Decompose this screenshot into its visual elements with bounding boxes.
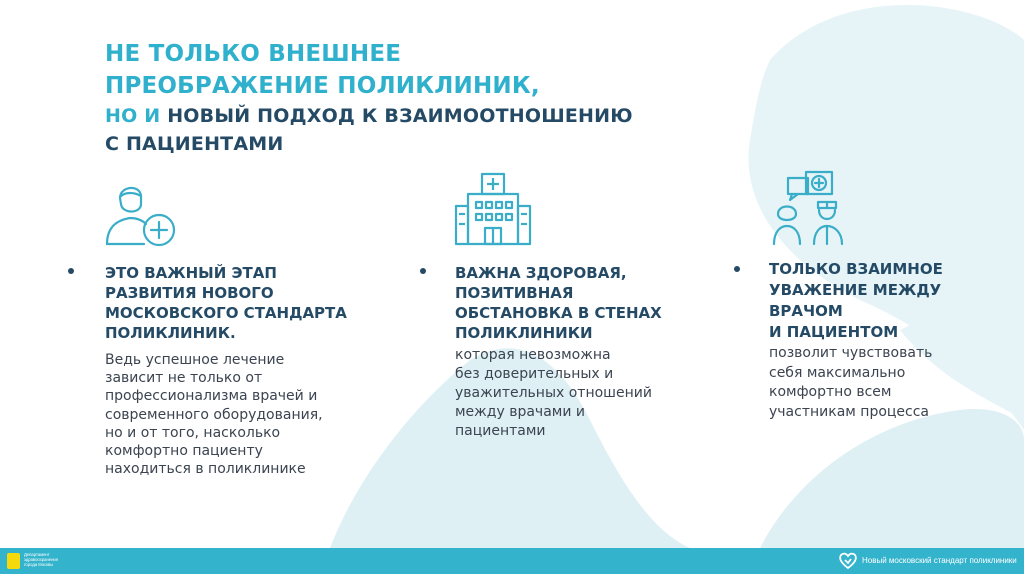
- footer-bar: [0, 548, 1024, 574]
- bullet-3: [734, 266, 740, 272]
- column-1: [105, 263, 405, 478]
- column-2-heading: ВАЖНА ЗДОРОВАЯ, ПОЗИТИВНАЯ ОБСТАНОВКА В СТЕНАХ ПОЛИКЛИНИКИ: [455, 264, 662, 342]
- title-line-1: НЕ ТОЛЬКО ВНЕШНЕЕ: [105, 41, 402, 67]
- hospital-building-icon: [454, 172, 532, 246]
- bottom-right-blob: [760, 409, 1024, 548]
- title-line-3: [105, 102, 633, 130]
- title-line-2: ПРЕОБРАЖЕНИЕ ПОЛИКЛИНИК,: [105, 73, 540, 99]
- title-line-3-rest: НОВЫЙ ПОДХОД К ВЗАИМООТНОШЕНИЮ: [167, 105, 633, 127]
- title-accent: НО И: [105, 105, 161, 127]
- bullet-2: [420, 268, 426, 274]
- heart-logo-icon: [838, 552, 858, 570]
- column-2-body: которая невозможна без доверительных и уважительных отношений между врачами и пациентами: [455, 347, 652, 439]
- doctor-patient-chat-icon: [772, 170, 852, 246]
- column-3-body: позволит чувствовать себя максимально комфортно всем участникам процесса: [769, 345, 933, 420]
- doctor-plus-icon: [104, 178, 178, 250]
- column-3-heading: ТОЛЬКО ВЗАИМНОЕ УВАЖЕНИЕ МЕЖДУ ВРАЧОМ И ПАЦИЕНТОМ: [769, 260, 943, 341]
- moscow-emblem-icon: [7, 553, 20, 569]
- title-line-4: С ПАЦИЕНТАМИ: [105, 133, 284, 155]
- column-3: [769, 259, 1009, 422]
- bullet-1: [68, 268, 74, 274]
- column-1-body: Ведь успешное лечение зависит не только от профессионализма врачей и современного оборудования, но и от того, насколько комфортно пациенту находиться в поликлинике: [105, 352, 323, 478]
- column-2: [455, 263, 735, 441]
- column-1-heading: ЭТО ВАЖНЫЙ ЭТАП РАЗВИТИЯ НОВОГО МОСКОВСКОГО СТАНДАРТА ПОЛИКЛИНИК.: [105, 264, 347, 342]
- page-title: [105, 38, 633, 158]
- standard-label: Новый московский стандарт поликлиники: [862, 556, 1017, 565]
- department-label: Департамент здравоохранения города Москвы: [24, 552, 59, 567]
